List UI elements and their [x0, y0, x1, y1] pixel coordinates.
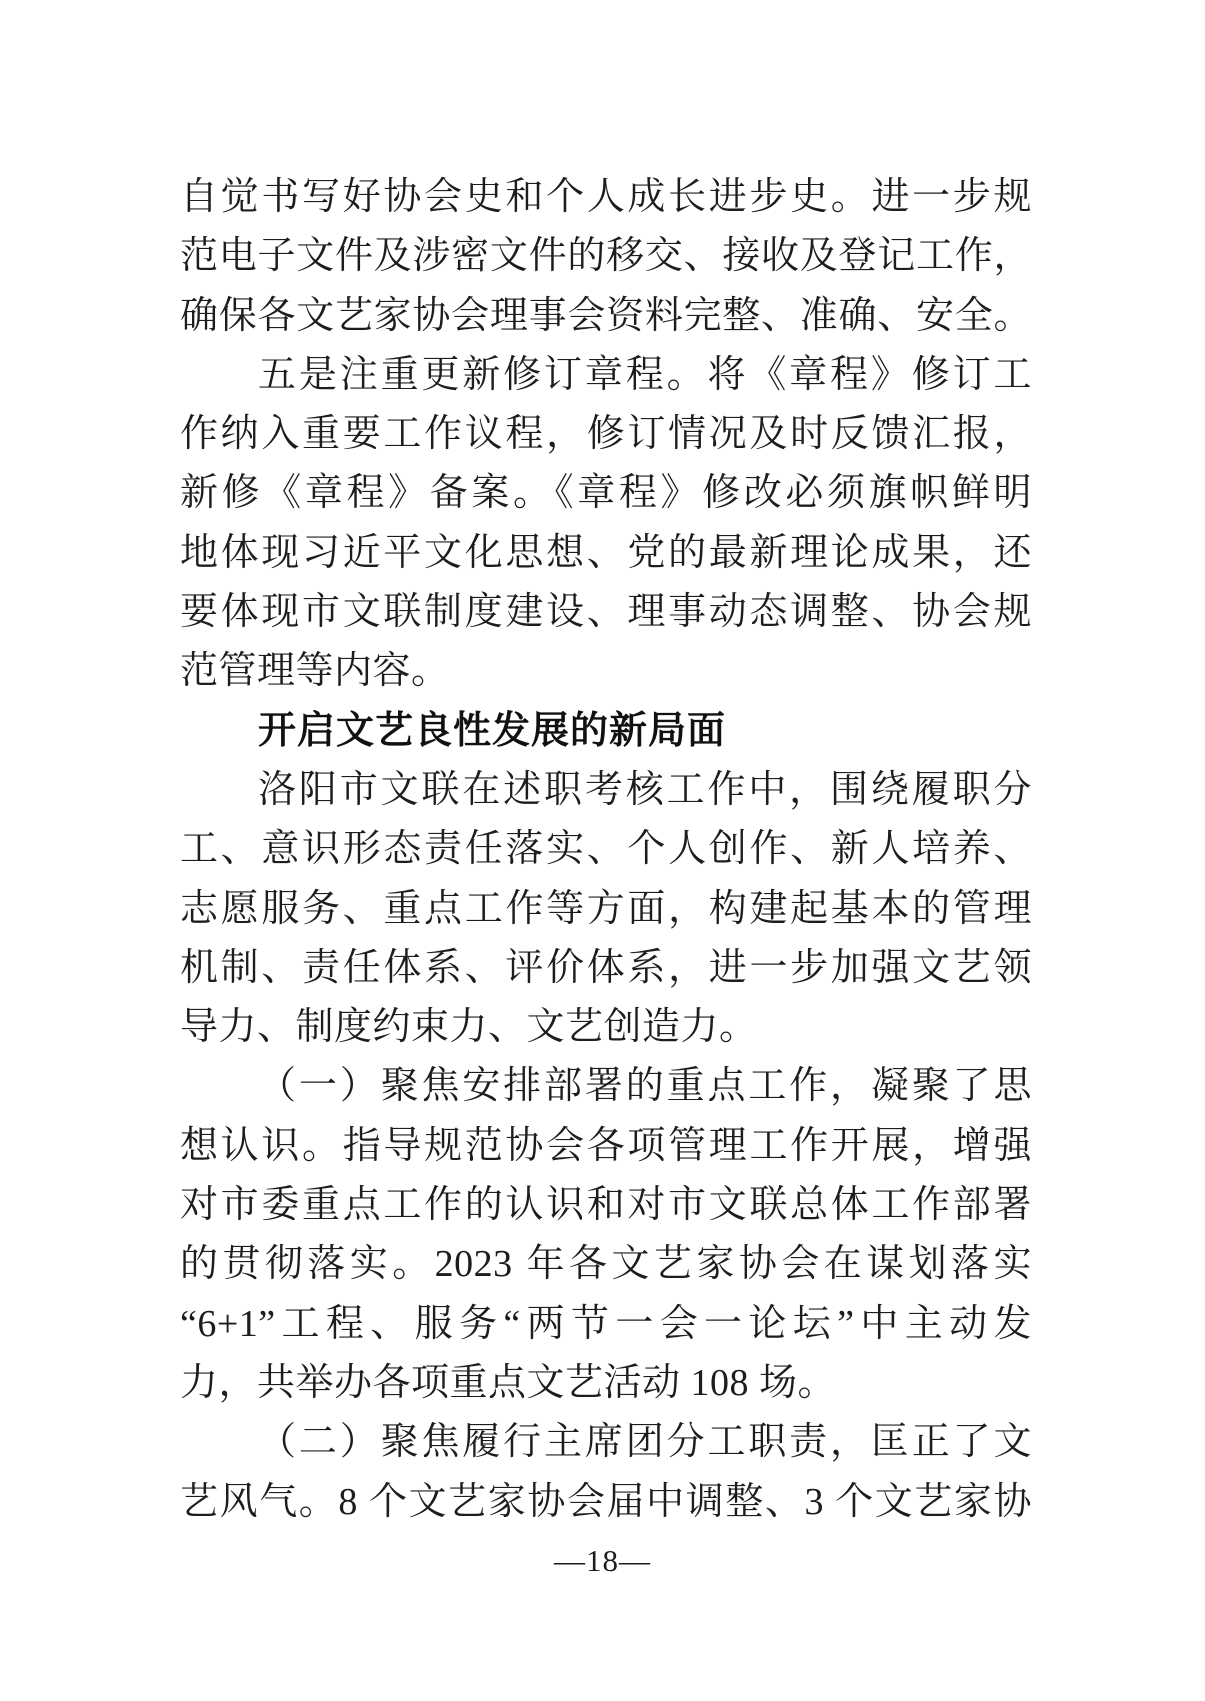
text-line-paragraph-start: 五是注重更新修订章程。将《章程》修订工 — [258, 353, 1032, 396]
text-line: 地体现习近平文化思想、党的最新理论成果，还 — [180, 531, 1032, 574]
text-line: 新修《章程》备案。《章程》修改必须旗帜鲜明 — [180, 472, 1032, 515]
text-line: 艺风气。8 个文艺家协会届中调整、3 个文艺家协 — [180, 1480, 1032, 1523]
text-line-paragraph-end: 范管理等内容。 — [180, 650, 450, 693]
text-line: 想认识。指导规范协会各项管理工作开展，增强 — [180, 1124, 1032, 1167]
text-line: 机制、责任体系、评价体系，进一步加强文艺领 — [180, 946, 1032, 989]
text-line: 范电子文件及涉密文件的移交、接收及登记工作， — [180, 235, 1032, 278]
text-line: 自觉书写好协会史和个人成长进步史。进一步规 — [180, 176, 1032, 218]
document-text-block — [180, 168, 1032, 1532]
text-line: 作纳入重要工作议程，修订情况及时反馈汇报， — [180, 413, 1032, 456]
text-line: 对市委重点工作的认识和对市文联总体工作部署 — [180, 1184, 1032, 1227]
text-line-paragraph-start: 洛阳市文联在述职考核工作中，围绕履职分 — [258, 768, 1032, 811]
text-line: “6+1”工程、服务“两节一会一论坛”中主动发 — [180, 1302, 1032, 1345]
text-line: 要体现市文联制度建设、理事动态调整、协会规 — [180, 591, 1032, 634]
text-line: 工、意识形态责任落实、个人创作、新人培养、 — [180, 828, 1032, 871]
text-line-paragraph-start: （二）聚焦履行主席团分工职责，匡正了文 — [258, 1421, 1032, 1464]
text-line: 的贯彻落实。2023 年各文艺家协会在谋划落实 — [180, 1243, 1032, 1286]
text-line-paragraph-end: 力，共举办各项重点文艺活动 108 场。 — [180, 1361, 837, 1404]
text-line: 确保各文艺家协会理事会资料完整、准确、安全。 — [180, 294, 1032, 337]
text-line-paragraph-end: 导力、制度约束力、文艺创造力。 — [180, 1006, 758, 1049]
page-number: —18— — [554, 1543, 651, 1578]
text-line: 志愿服务、重点工作等方面，构建起基本的管理 — [180, 887, 1032, 930]
text-line-paragraph-start: （一）聚焦安排部署的重点工作，凝聚了思 — [258, 1065, 1032, 1108]
section-heading: 开启文艺良性发展的新局面 — [258, 709, 727, 752]
